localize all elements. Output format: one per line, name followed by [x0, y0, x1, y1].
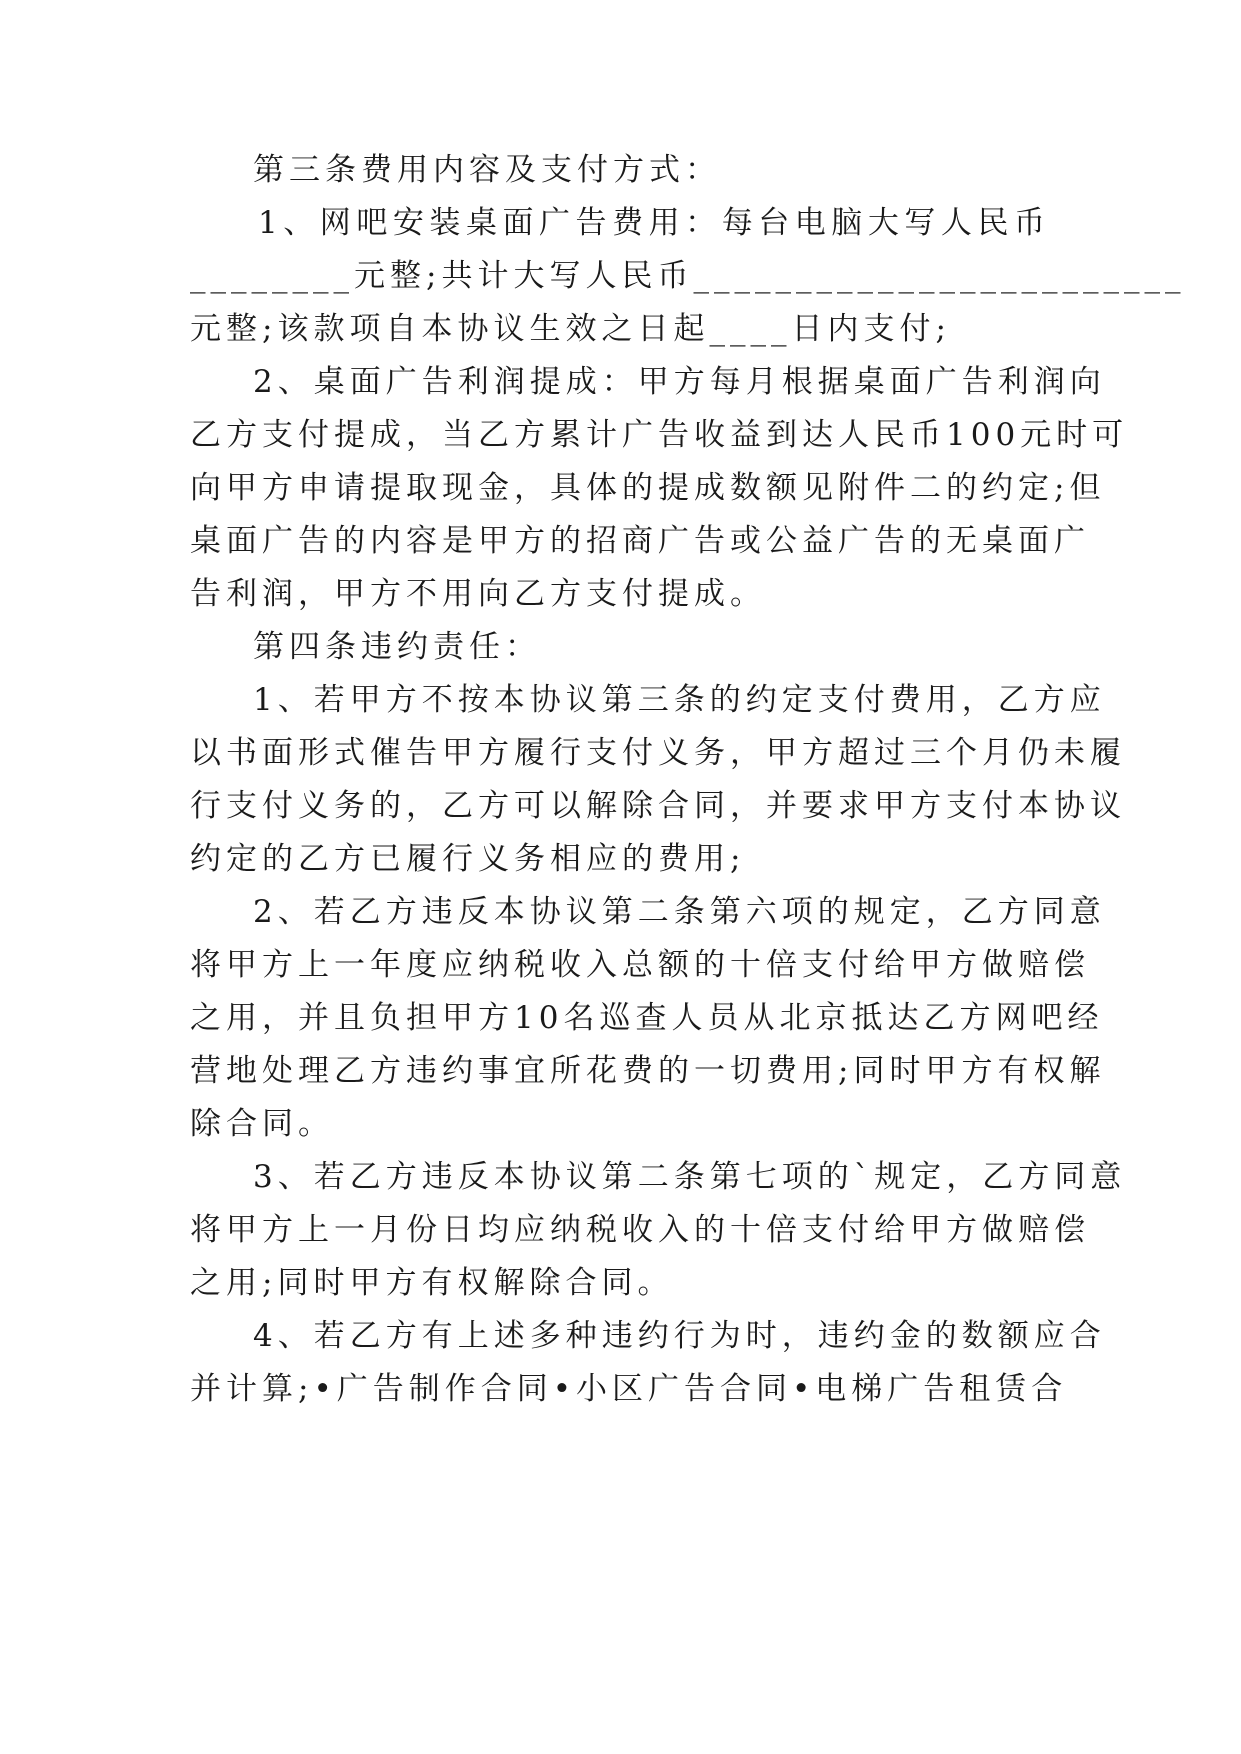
paragraph-line: ________元整;共计大写人民币________________________	[190, 258, 1186, 294]
paragraph-line: 将甲方上一年度应纳税收入总额的十倍支付给甲方做赔偿	[190, 947, 1090, 983]
paragraph-line: 桌面广告的内容是甲方的招商广告或公益广告的无桌面广	[190, 523, 1090, 559]
article-4-heading: 第四条违约责任：	[253, 629, 541, 665]
paragraph-line: 除合同。	[190, 1106, 334, 1142]
paragraph-line: 2、桌面广告利润提成：甲方每月根据桌面广告利润向	[253, 364, 1106, 400]
paragraph-line: 以书面形式催告甲方履行支付义务，甲方超过三个月仍未履	[190, 735, 1126, 771]
paragraph-line: 1、若甲方不按本协议第三条的约定支付费用，乙方应	[253, 682, 1106, 718]
paragraph-line: 乙方支付提成，当乙方累计广告收益到达人民币100元时可	[190, 417, 1129, 453]
paragraph-line: 3、若乙方违反本协议第二条第七项的`规定，乙方同意	[253, 1159, 1127, 1195]
paragraph-line: 之用，并且负担甲方10名巡查人员从北京抵达乙方网吧经	[190, 1000, 1104, 1036]
paragraph-line: 并计算;•广告制作合同•小区广告合同•电梯广告租赁合	[190, 1371, 1068, 1407]
paragraph-line: 告利润，甲方不用向乙方支付提成。	[190, 576, 766, 612]
paragraph-line: 约定的乙方已履行义务相应的费用;	[190, 841, 746, 877]
paragraph-line: 向甲方申请提取现金，具体的提成数额见附件二的约定;但	[190, 470, 1106, 506]
paragraph-line: 元整;该款项自本协议生效之日起____日内支付;	[190, 311, 951, 347]
article-3-heading: 第三条费用内容及支付方式：	[253, 152, 721, 188]
paragraph-line: 行支付义务的，乙方可以解除合同，并要求甲方支付本协议	[190, 788, 1126, 824]
paragraph-line: 之用;同时甲方有权解除合同。	[190, 1265, 674, 1301]
paragraph-line: 4、若乙方有上述多种违约行为时，违约金的数额应合	[253, 1318, 1106, 1354]
paragraph-line: 1、网吧安装桌面广告费用：每台电脑大写人民币	[258, 205, 1050, 241]
paragraph-line: 2、若乙方违反本协议第二条第六项的规定，乙方同意	[253, 894, 1106, 930]
paragraph-line: 营地处理乙方违约事宜所花费的一切费用;同时甲方有权解	[190, 1053, 1106, 1089]
paragraph-line: 将甲方上一月份日均应纳税收入的十倍支付给甲方做赔偿	[190, 1212, 1090, 1248]
